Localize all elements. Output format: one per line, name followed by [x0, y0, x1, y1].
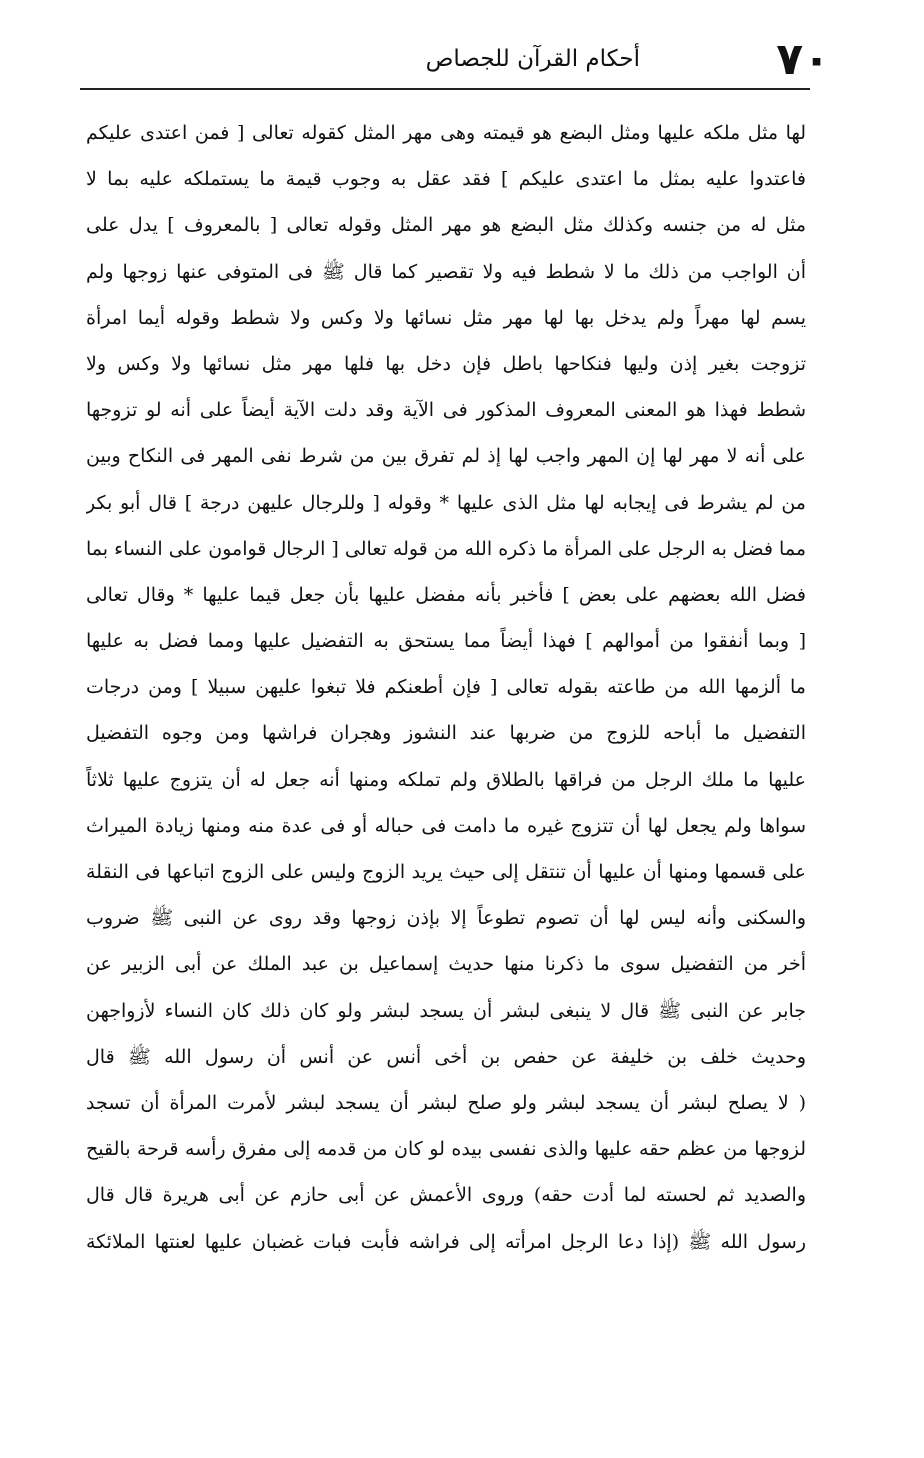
text-line: فاعتدوا عليه بمثل ما اعتدى عليكم ] فقد عقل به وجوب قيمة ما يستملكه عليه بما لا: [86, 168, 806, 191]
text-line: مما فضل به الرجل على المرأة ما ذكره الله من قوله تعالى [ الرجال قوامون على النساء بما: [86, 537, 806, 560]
text-line: عليها ما ملك الرجل من فراقها بالطلاق ولم تملكه ومنها أنه جعل له أن يتزوج عليها ثلاثاً: [86, 768, 806, 791]
text-line: [ وبما أنفقوا من أموالهم ] فهذا أيضاً مما يستحق به التفضيل عليها ومما فضل به عليها: [86, 630, 806, 653]
text-line: ( لا يصلح لبشر أن يسجد لبشر ولو صلح لبشر أن يسجد لبشر لأمرت المرأة أن تسجد: [86, 1091, 806, 1114]
text-line: شطط فهذا هو المعنى المعروف المذكور فى الآية وقد دلت الآية أيضاً على أنه لو تزوجها: [86, 399, 806, 422]
text-line: سواها ولم يجعل لها أن تتزوج غيره ما دامت فى حباله أو فى عدة منه ومنها زيادة الميراث: [86, 814, 806, 837]
text-line: يسم لها مهراً ولم يدخل بها لها مهر مثل نسائها ولا وكس ولا شطط وقوله أيما امرأة: [86, 306, 806, 329]
page-header: [80, 30, 830, 90]
text-line: التفضيل ما أباحه للزوج من ضربها عند النشوز وهجران فراشها ومن وجوه التفضيل: [86, 722, 806, 745]
text-line: على أنه لا مهر لها إن المهر واجب لها إذ لم تفرق بين من شرط نفى المهر فى النكاح وبين: [86, 445, 806, 468]
text-line: تزوجت بغير إذن وليها فنكاحها باطل فإن دخل بها فلها مهر مثل نسائها ولا وكس ولا: [86, 352, 806, 375]
text-line: مثل له من جنسه وكذلك مثل البضع هو مهر المثل وقوله تعالى [ بالمعروف ] يدل على: [86, 214, 806, 237]
text-line: والسكنى وأنه ليس لها أن تصوم تطوعاً إلا بإذن زوجها وقد روى عن النبى ﷺ ضروب: [86, 907, 806, 930]
text-line: على قسمها ومنها أن عليها أن تنتقل إلى حيث يريد الزوج وليس على الزوج اتباعها فى النقلة: [86, 861, 806, 883]
running-title: أحكام القرآن للجصاص: [425, 46, 640, 72]
text-line: رسول الله ﷺ (إذا دعا الرجل امرأته إلى فراشه فأبت فبات غضبان عليها لعنتها الملائكة: [86, 1230, 806, 1253]
text-line: فضل الله بعضهم على بعض ] فأخبر بأنه مفضل عليها بأن جعل قيما عليها * وقال تعالى: [86, 583, 806, 606]
text-line: ما ألزمها الله من طاعته بقوله تعالى [ فإن أطعنكم فلا تبغوا عليهن سبيلا ] ومن درجات: [86, 676, 806, 699]
page-number: ٧٠: [776, 34, 830, 85]
body-text: [86, 110, 806, 1265]
text-line: أن الواجب من ذلك ما لا شطط فيه ولا تقصير كما قال ﷺ فى المتوفى عنها زوجها ولم: [86, 260, 806, 283]
text-line: والصديد ثم لحسته لما أدت حقه) وروى الأعمش عن أبى حازم عن أبى هريرة قال قال: [86, 1184, 806, 1207]
text-line: لزوجها من عظم حقه عليها والذى نفسى بيده لو كان من قدمه إلى مفرق رأسه قرحة بالقيح: [86, 1138, 806, 1161]
text-line: لها مثل ملكه عليها ومثل البضع هو قيمته وهى مهر المثل كقوله تعالى [ فمن اعتدى عليكم: [86, 122, 806, 144]
text-line: جابر عن النبى ﷺ قال لا ينبغى لبشر أن يسجد لبشر ولو كان ذلك كان النساء لأزواجهن: [86, 999, 806, 1022]
text-line: وحديث خلف بن خليفة عن حفص بن أخى أنس عن أنس أن رسول الله ﷺ قال: [86, 1045, 806, 1068]
text-line: أخر من التفضيل سوى ما ذكرنا منها حديث إسماعيل بن عبد الملك عن أبى الزبير عن: [86, 953, 806, 976]
header-divider: [80, 88, 810, 90]
text-line: من لم يشرط فى إيجابه لها مثل الذى عليها * وقوله [ وللرجال عليهن درجة ] قال أبو بكر: [86, 491, 806, 514]
